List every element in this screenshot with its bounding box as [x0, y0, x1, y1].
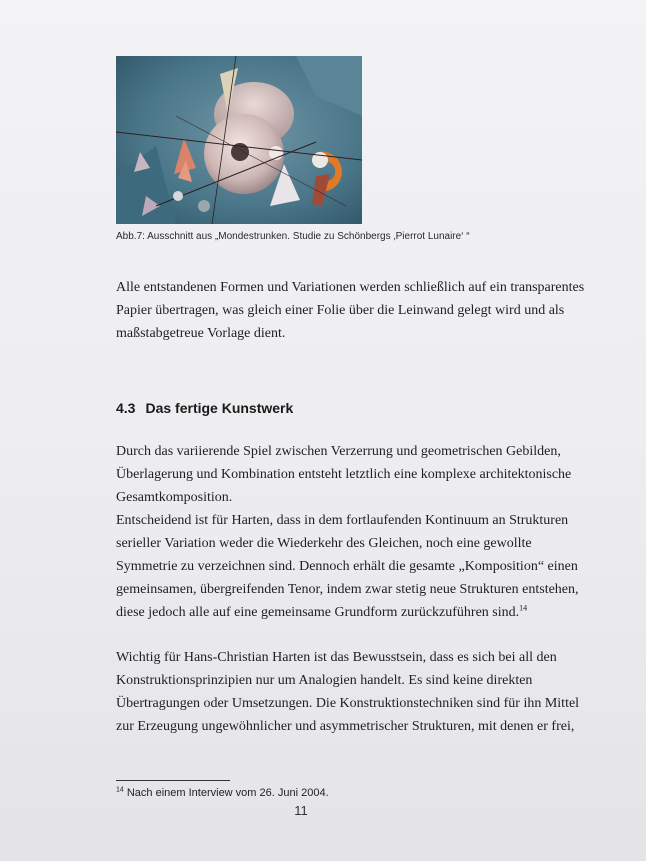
text-line: serieller Variation weder die Wiederkehr des Gleichen, noch eine gewollte	[116, 536, 532, 551]
paragraph-1	[116, 276, 585, 345]
text-line: zur Erzeugung ungewöhnlicher und asymmetrischer Strukturen, mit denen er frei,	[116, 719, 575, 734]
painting-illustration	[116, 56, 362, 224]
section-number: 4.3	[116, 400, 136, 416]
text-line: Symmetrie zu verzeichnen sind. Dennoch erhält die gesamte „Komposition“ einen	[116, 559, 578, 574]
paragraph-3	[116, 646, 580, 738]
page-number: 11	[294, 803, 308, 818]
text-line: Konstruktionsprinzipien nur um Analogien handelt. Es sind keine direkten	[116, 673, 533, 688]
text-line: Gesamtkomposition.	[116, 490, 233, 505]
footnote-reference[interactable]: 14	[519, 603, 528, 613]
footnote-text: Nach einem Interview vom 26. Juni 2004.	[126, 787, 329, 799]
abstract-painting-image	[116, 56, 362, 224]
text-line: maßstabgetreue Vorlage dient.	[116, 326, 286, 341]
text-line: Papier übertragen, was gleich einer Folie über die Leinwand gelegt wird und als	[116, 303, 565, 318]
figure-caption: Abb.7: Ausschnitt aus „Mondestrunken. Studie zu Schönbergs ‚Pierrot Lunaire‘ “	[116, 231, 470, 242]
paragraph-2	[116, 440, 579, 624]
text-line: Alle entstandenen Formen und Variationen werden schließlich auf ein transparentes	[116, 280, 585, 295]
text-line: Wichtig für Hans-Christian Harten ist das Bewusstsein, dass es sich bei all den	[116, 650, 557, 665]
text-line: Überlagerung und Kombination entsteht letztlich eine komplexe architektonische	[116, 467, 572, 482]
text-line	[116, 601, 556, 624]
section-heading	[116, 400, 293, 416]
text-line: Übertragungen oder Umsetzungen. Die Konstruktionstechniken sind für ihn Mittel	[116, 696, 580, 711]
footnote-divider	[116, 780, 230, 781]
text-line-content: diese jedoch alle auf eine gemeinsame Grundform zurückzuführen sind.	[116, 605, 520, 620]
section-title: Das fertige Kunstwerk	[145, 400, 294, 416]
text-line: gemeinsamen, übergreifenden Tenor, indem zwar stetig neue Strukturen entstehen,	[116, 582, 579, 597]
text-line: Entscheidend ist für Harten, dass in dem fortlaufenden Kontinuum an Strukturen	[116, 513, 569, 528]
footnote-number: 14	[116, 786, 124, 794]
footnote	[116, 787, 329, 799]
text-line: Durch das variierende Spiel zwischen Verzerrung und geometrischen Gebilden,	[116, 444, 561, 459]
